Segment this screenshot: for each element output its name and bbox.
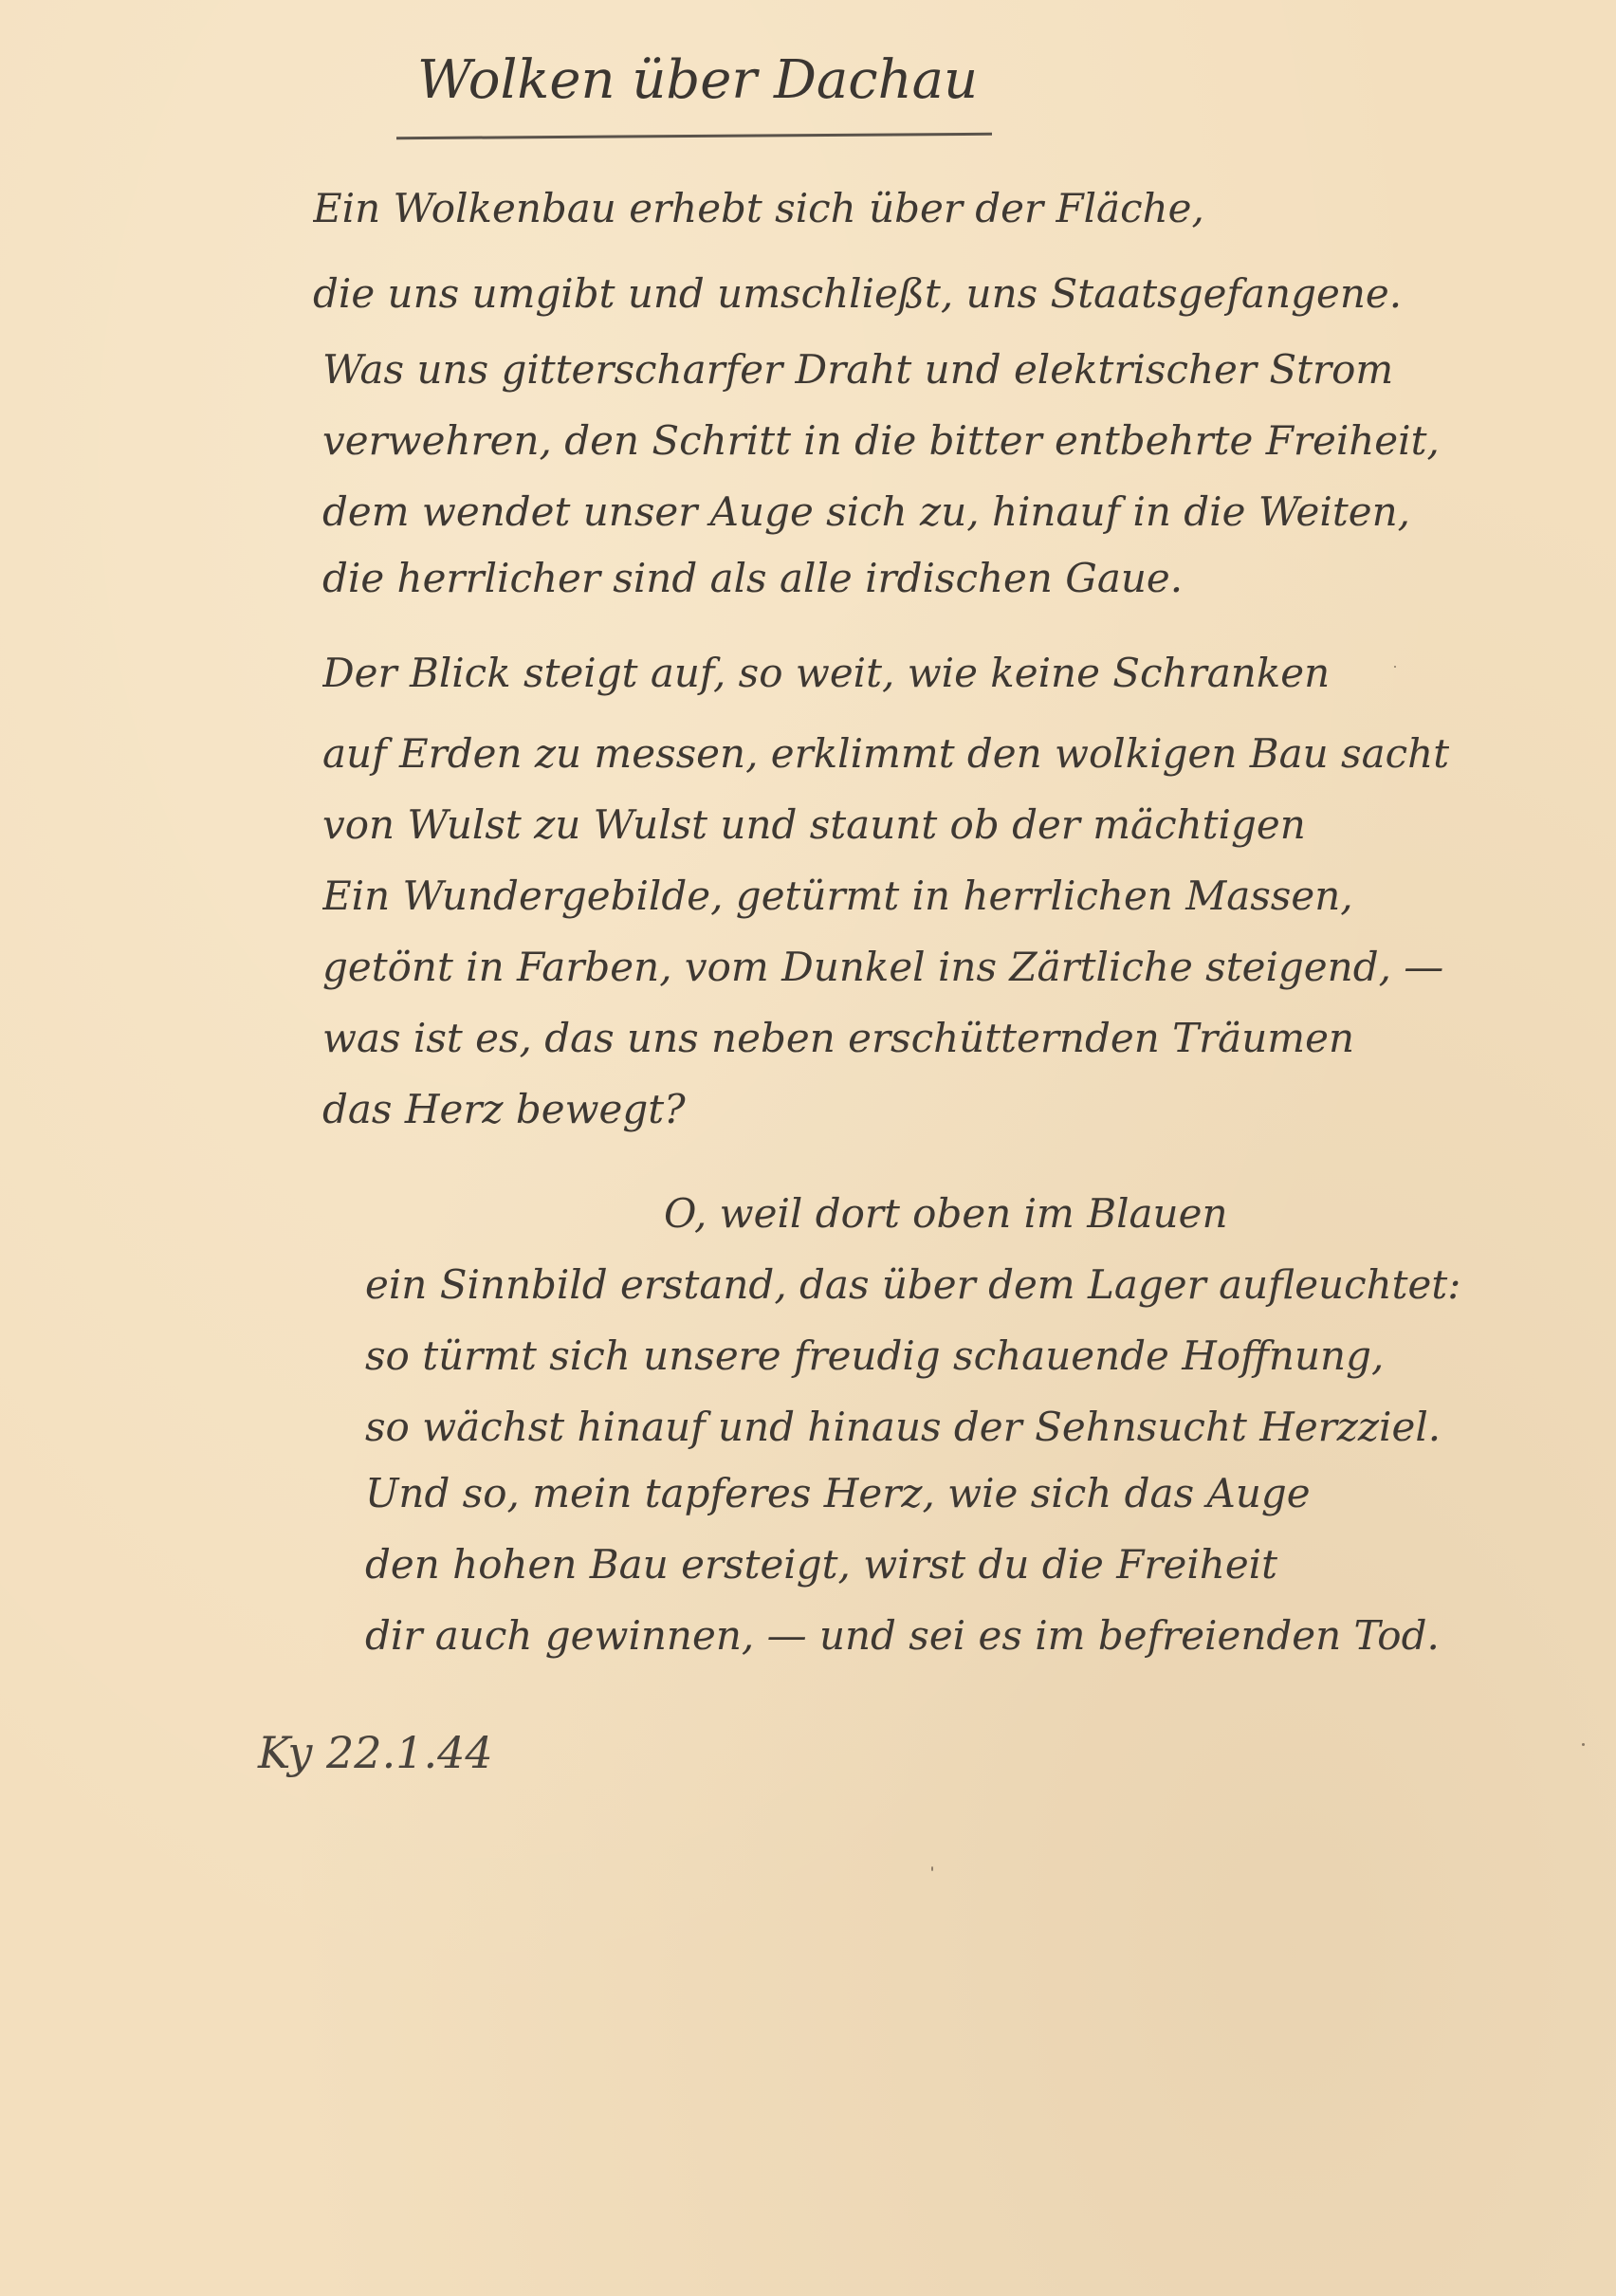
paper-speck: [1394, 666, 1396, 668]
poem-line: Und so, mein tapferes Herz, wie sich das Auge: [365, 1470, 1311, 1516]
poem-line: dem wendet unser Auge sich zu, hinauf in die Weiten,: [322, 488, 1410, 535]
poem-line: was ist es, das uns neben erschütternden Träumen: [322, 1015, 1355, 1061]
paper-speck: [1582, 1743, 1585, 1746]
poem-line: so türmt sich unsere freudig schauende Hoffnung,: [365, 1332, 1385, 1379]
poem-line: Was uns gitterscharfer Draht und elektrischer Strom: [322, 346, 1394, 393]
poem-line: die herrlicher sind als alle irdischen Gaue.: [322, 555, 1184, 601]
poem-line: das Herz bewegt?: [322, 1086, 686, 1132]
poem-line: ein Sinnbild erstand, das über dem Lager aufleuchtet:: [365, 1261, 1461, 1308]
poem-line: O, weil dort oben im Blauen: [664, 1190, 1228, 1237]
poem-line: so wächst hinauf und hinaus der Sehnsucht Herzziel.: [365, 1404, 1442, 1450]
poem-line: Ein Wolkenbau erhebt sich über der Fläche,: [313, 185, 1204, 231]
title-underline: [396, 133, 992, 139]
poem-line: den hohen Bau ersteigt, wirst du die Freiheit: [365, 1541, 1277, 1588]
poem-line: Ein Wundergebilde, getürmt in herrlichen Massen,: [322, 872, 1353, 919]
paper-speck: [931, 1866, 933, 1871]
poem-line: verwehren, den Schritt in die bitter entbehrte Freiheit,: [322, 417, 1440, 464]
poem-line: dir auch gewinnen, — und sei es im befreienden Tod.: [365, 1612, 1440, 1659]
poem-line: auf Erden zu messen, erklimmt den wolkigen Bau sacht: [322, 730, 1450, 777]
poem-line: die uns umgibt und umschließt, uns Staatsgefangene.: [313, 270, 1403, 317]
date-signature: Ky 22.1.44: [258, 1727, 493, 1778]
poem-line: von Wulst zu Wulst und staunt ob der mächtigen: [322, 801, 1306, 848]
poem-line: getönt in Farben, vom Dunkel ins Zärtliche steigend, —: [322, 944, 1444, 990]
poem-line: Der Blick steigt auf, so weit, wie keine Schranken: [322, 650, 1331, 696]
poem-title: Wolken über Dachau: [417, 49, 979, 111]
